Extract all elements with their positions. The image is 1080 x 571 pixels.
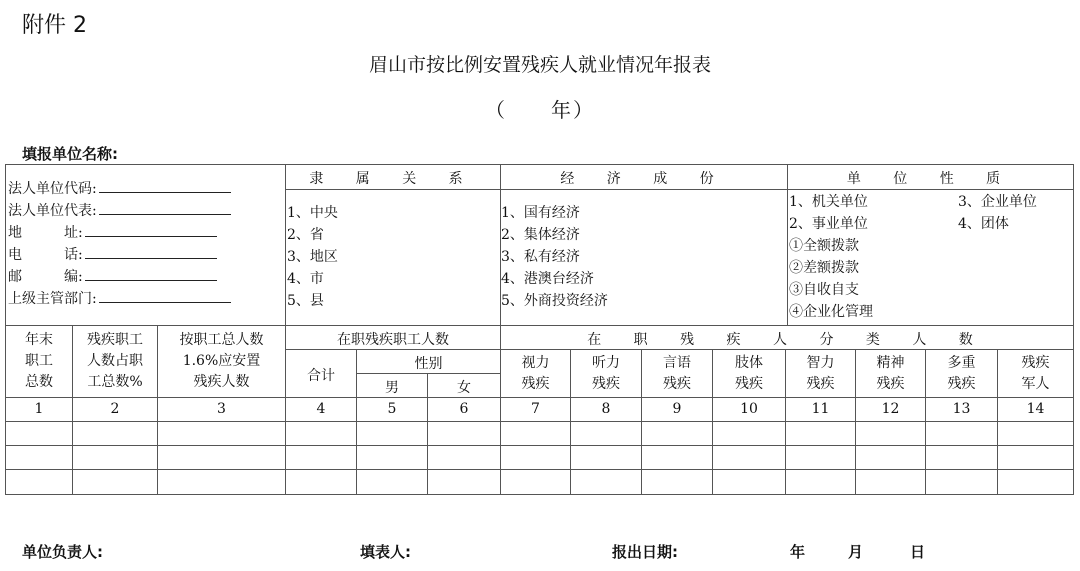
economy-header: 经 济 成 份 [560,171,728,187]
info-field: 电 话: [8,244,231,266]
info-field: 法人单位代码: [8,178,231,200]
report-title: 眉山市按比例安置残疾人就业情况年报表 [368,54,711,76]
col-number: 8 [601,401,611,417]
total-header: 合计 [307,368,335,384]
col-number: 1 [34,401,44,417]
col-number: 3 [217,401,226,417]
unit-nature-list-right [958,191,1037,235]
list-item: ②差额拨款 [789,260,859,276]
list-item: 2、省 [287,227,324,243]
list-item: 2、事业单位 [789,216,868,232]
date-year: 年 [790,543,806,561]
list-item: 3、地区 [287,249,338,265]
responsible-label: 单位负责人: [22,543,103,561]
economy-list [501,202,608,312]
col-disabled-ratio: 残疾职工 人数占职 工总数% [87,332,143,390]
filler-label: 填表人: [360,543,411,561]
cat-veteran: 残疾 军人 [1021,355,1050,392]
female-header: 女 [457,380,471,396]
date-day: 日 [910,543,926,561]
info-field: 地 址: [8,222,231,244]
info-field: 上级主管部门: [8,288,231,310]
col-number: 4 [316,401,326,417]
list-item: 2、集体经济 [501,227,580,243]
col-number: 14 [1026,401,1045,417]
affiliation-header: 隶 属 关 系 [309,171,477,187]
info-field: 邮 编: [8,266,231,288]
list-item: ①全额拨款 [789,238,859,254]
list-item: ④企业化管理 [789,304,873,320]
list-item: 4、港澳台经济 [501,271,594,287]
col-year-end-total: 年末 职工 总数 [25,332,53,390]
date-label: 报出日期: [612,543,678,561]
list-item: ③自收自支 [789,282,859,298]
col-number: 5 [387,401,397,417]
list-item: 4、市 [287,271,324,287]
cat-hearing: 听力 残疾 [592,355,620,392]
col-number: 11 [811,401,830,417]
cat-speech: 言语 残疾 [663,355,691,392]
list-item: 5、外商投资经济 [501,293,608,309]
col-number: 7 [531,401,540,417]
on-job-header: 在职残疾职工人数 [337,332,449,348]
info-field: 法人单位代表: [8,200,231,222]
col-number: 10 [740,401,758,417]
col-required-placement: 按职工总人数 1.6%应安置 残疾人数 [179,332,264,390]
unit-nature-header: 单 位 性 质 [846,171,1015,187]
info-fields [8,178,231,310]
list-item: 4、团体 [958,216,1009,232]
list-item: 5、县 [287,293,324,309]
list-item: 1、国有经济 [501,205,580,221]
col-number: 13 [952,401,971,417]
cat-physical: 肢体 残疾 [735,355,763,392]
unit-nature-list [789,191,873,323]
list-item: 3、私有经济 [501,249,580,265]
attachment-label: 附件 2 [22,13,87,38]
cat-visual: 视力 残疾 [521,355,550,392]
date-month: 月 [848,543,864,561]
cat-multiple: 多重 残疾 [947,355,976,392]
unit-name-label: 填报单位名称: [22,145,118,163]
list-item: 3、企业单位 [958,194,1037,210]
list-item: 1、机关单位 [789,194,868,210]
classify-header: 在 职 残 疾 人 分 类 人 数 [587,332,987,348]
col-number: 6 [459,401,469,417]
col-number: 9 [672,401,682,417]
male-header: 男 [385,380,399,396]
affiliation-list [287,202,338,312]
cat-mental: 精神 残疾 [876,355,905,392]
report-year: （ 年） [485,98,595,122]
cat-intellectual: 智力 残疾 [806,355,835,392]
col-number: 2 [110,401,120,417]
gender-header: 性别 [414,356,443,372]
list-item: 1、中央 [287,205,338,221]
col-number: 12 [881,401,900,417]
